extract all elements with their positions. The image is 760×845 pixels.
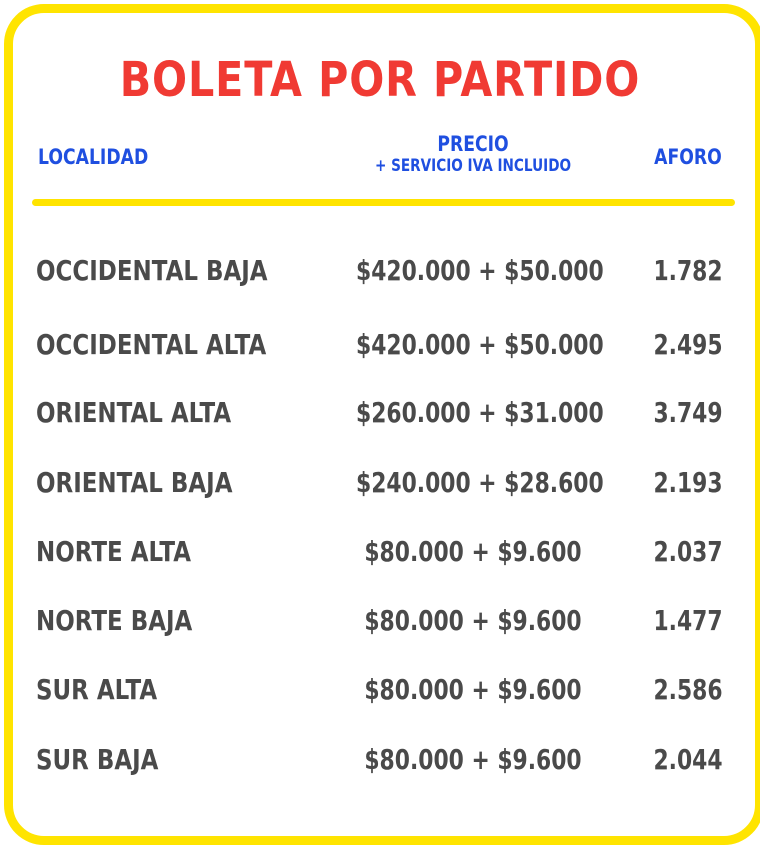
row-aforo: 1.477 [653,604,723,637]
table-row [0,325,760,365]
row-localidad: SUR ALTA [36,673,158,706]
row-localidad: ORIENTAL ALTA [36,396,232,429]
table-row [0,670,760,710]
row-localidad: ORIENTAL BAJA [36,466,233,499]
column-header-precio [323,132,623,176]
row-precio: $240.000 + $28.600 [356,466,604,499]
header-divider [32,199,735,206]
table-row [0,601,760,641]
row-aforo: 2.193 [653,466,723,499]
column-header-localidad: LOCALIDAD [38,145,149,169]
row-aforo: 2.044 [653,743,723,776]
table-row [0,532,760,572]
row-aforo: 3.749 [653,396,723,429]
column-header-aforo: AFORO [654,145,722,169]
page-title: BOLETA POR PARTIDO [119,52,641,108]
row-localidad: NORTE ALTA [36,535,191,568]
table-row [0,740,760,780]
row-localidad: SUR BAJA [36,743,159,776]
row-localidad: OCCIDENTAL BAJA [36,254,268,287]
row-aforo: 2.495 [653,328,723,361]
row-precio: $260.000 + $31.000 [356,396,604,429]
row-precio: $80.000 + $9.600 [364,535,582,568]
row-precio: $420.000 + $50.000 [356,254,604,287]
table-row [0,463,760,503]
row-precio: $80.000 + $9.600 [364,604,582,637]
row-precio: $420.000 + $50.000 [356,328,604,361]
table-row [0,393,760,433]
row-aforo: 2.586 [653,673,723,706]
row-localidad: OCCIDENTAL ALTA [36,328,267,361]
row-localidad: NORTE BAJA [36,604,193,637]
row-aforo: 1.782 [653,254,723,287]
row-precio: $80.000 + $9.600 [364,673,582,706]
row-aforo: 2.037 [653,535,723,568]
row-precio: $80.000 + $9.600 [364,743,582,776]
column-header-precio-label: PRECIO [437,132,509,156]
column-header-precio-subtitle: + SERVICIO IVA INCLUIDO [374,156,572,176]
table-row [0,251,760,291]
